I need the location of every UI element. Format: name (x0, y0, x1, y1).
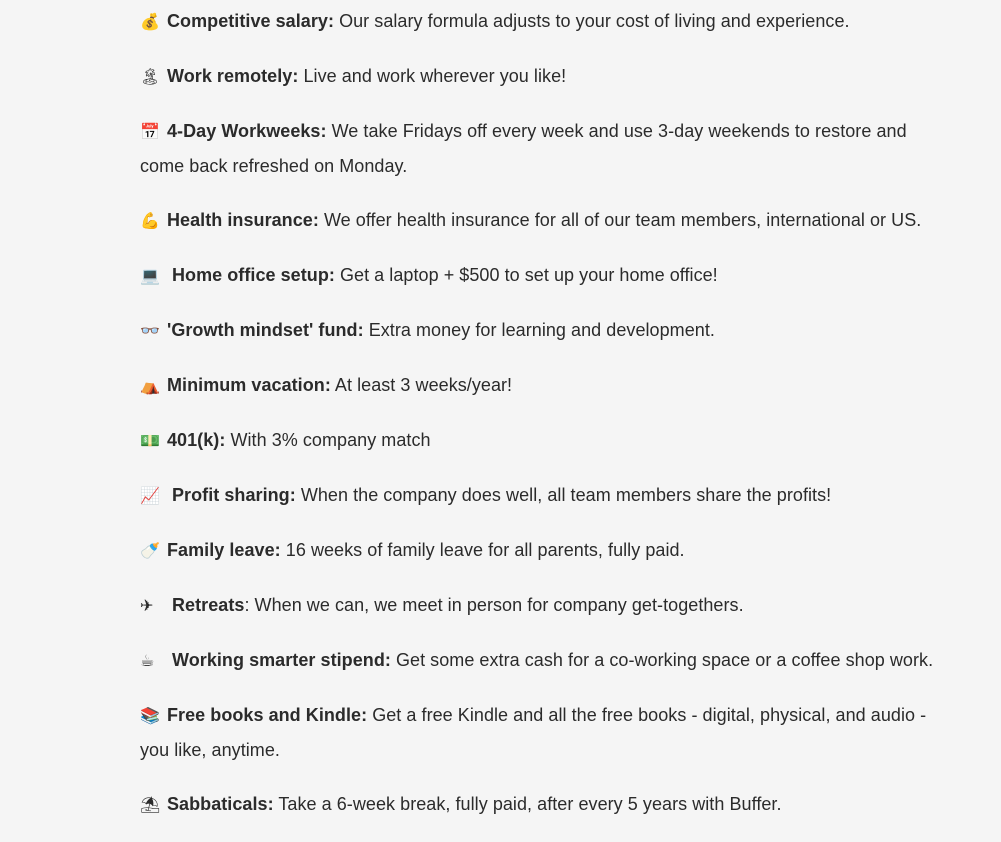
benefit-item (140, 313, 950, 348)
benefit-text: We take Fridays off every week and use 3-day weekends to restore and come back refreshed on Monday. (140, 121, 907, 176)
benefit-item (140, 787, 950, 822)
benefit-title: Work remotely: (167, 66, 299, 86)
island-icon: 🏝 (140, 67, 161, 86)
benefit-item (140, 533, 950, 568)
coffee-icon: ☕ (140, 651, 155, 670)
benefit-title: Sabbaticals: (167, 794, 274, 814)
benefit-title: 401(k): (167, 430, 226, 450)
laptop-icon: 💻 (140, 266, 160, 285)
benefit-text: Get a free Kindle and all the free books - digital, physical, and audio - you like, anytime. (140, 705, 927, 760)
benefit-title: Working smarter stipend: (172, 650, 391, 670)
benefit-title: 'Growth mindset' fund: (167, 320, 364, 340)
benefit-item (140, 478, 950, 513)
benefit-text: At least 3 weeks/year! (330, 375, 513, 395)
benefit-title: Competitive salary: (167, 11, 335, 31)
benefit-text: Get some extra cash for a co-working space or a coffee shop work. (390, 650, 934, 670)
benefit-title: Home office setup: (172, 265, 335, 285)
benefit-text: Get a laptop + $500 to set up your home office! (334, 265, 718, 285)
benefit-title: Retreats (172, 595, 245, 615)
benefit-text: Our salary formula adjusts to your cost of living and experience. (334, 11, 850, 31)
benefit-item (140, 4, 950, 39)
benefit-item (140, 114, 950, 183)
benefit-text: Live and work wherever you like! (298, 66, 567, 86)
benefit-title: Family leave: (167, 540, 281, 560)
baby-bottle-icon: 🍼 (140, 541, 160, 560)
benefit-text: Extra money for learning and development. (363, 320, 715, 340)
chart-increasing-icon: 📈 (140, 486, 160, 505)
money-bag-icon: 💰 (140, 12, 160, 31)
benefit-text: We offer health insurance for all of our team members, international or US. (318, 210, 922, 230)
benefit-item (140, 643, 950, 678)
glasses-icon: 👓 (140, 321, 160, 340)
benefit-title: Health insurance: (167, 210, 319, 230)
books-icon: 📚 (140, 706, 160, 725)
tent-icon: ⛺ (140, 376, 160, 395)
benefit-item (140, 203, 950, 238)
benefit-item (140, 423, 950, 458)
benefit-text: When the company does well, all team members share the profits! (295, 485, 832, 505)
dollar-banknote-icon: 💵 (140, 431, 160, 450)
benefit-text: 16 weeks of family leave for all parents, fully paid. (280, 540, 685, 560)
benefit-item (140, 258, 950, 293)
beach-umbrella-icon: ⛱ (140, 795, 161, 814)
benefit-title: Minimum vacation: (167, 375, 331, 395)
benefits-list (140, 4, 950, 842)
flexed-biceps-icon: 💪 (140, 211, 160, 230)
airplane-icon: ✈ (140, 596, 154, 615)
calendar-icon: 📅 (140, 122, 160, 141)
benefit-title: Free books and Kindle: (167, 705, 368, 725)
benefit-title: 4-Day Workweeks: (167, 121, 327, 141)
benefit-text: Take a 6-week break, fully paid, after every 5 years with Buffer. (273, 794, 782, 814)
benefit-item (140, 588, 950, 623)
benefit-item (140, 59, 950, 94)
benefit-item (140, 368, 950, 403)
benefit-text: With 3% company match (225, 430, 431, 450)
benefit-title: Profit sharing: (172, 485, 296, 505)
benefit-item (140, 698, 950, 767)
benefit-text: : When we can, we meet in person for company get-togethers. (244, 595, 744, 615)
